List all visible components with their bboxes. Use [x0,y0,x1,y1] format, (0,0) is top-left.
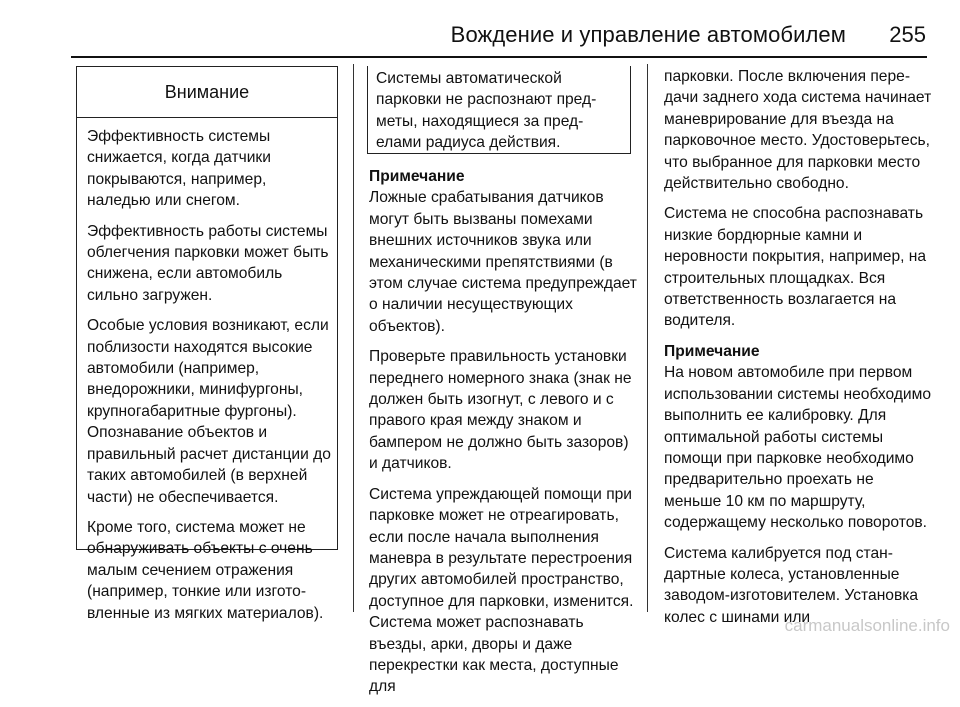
page-header [0,0,960,60]
page-title: Вождение и управление автомобилем [450,22,846,47]
warning-paragraph: Особые условия возникают, если поблизости находятся высокие автомобили (например, внедорожники, минифургоны, крупногабаритные фургоны). Опознавание объектов и правильный расчет дистанции до таких автомобилей (в верхней части) не обеспечивается. [87,317,331,506]
page-number: 255 [889,22,926,47]
body-paragraph: Проверьте правильность установки переднего номерного знака (знак не должен быть изогнут, с левого и с правого края между знаком и бампером не должно быть зазоров) и датчиков. [369,348,632,473]
warning-heading: Внимание [77,67,337,118]
note-title: Примечание [664,342,760,360]
warning-paragraph: Эффективность работы системы облегчения парковки может быть снижена, если автомобиль сильно загружен. [87,222,329,304]
body-paragraph: Система калибруется под стандартные колеса, установленные заводом-изготовителем. Установка колес с шинами или [664,544,919,626]
warning-paragraph: Кроме того, система может не обнаруживать объекты с очень малым сечением отражения (например, тонкие или изготовленные из мягких материалов). [87,518,324,622]
column-divider-right [647,64,648,612]
continued-warning-text: Системы автоматической парковки не распознают предметы, находящиеся за пределами радиуса действия. [376,70,597,152]
watermark: carmanualsonline.info [784,616,950,635]
body-paragraph: парковки. После включения передачи заднего хода система начинает маневрирование для въезда на парковочное место. Удостоверьтесь, что выбранное для парковки место действительно свободно. [664,68,932,193]
continued-warning-box [367,66,631,154]
middle-column [369,166,637,707]
warning-body [77,118,337,624]
header-rule [71,56,927,58]
note-text: Ложные срабатывания датчиков могут быть вызваны помехами внешних источников звука или механическими препятствиями (в этом случае система предупреждает о наличии несуществующих объектов). [369,189,637,335]
body-paragraph: Система не способна распознавать низкие бордюрные камни и неровности покрытия, например, на строительных площадках. Вся ответственность возлагается на водителя. [664,205,927,330]
column-divider-left [353,64,354,612]
warning-box [76,66,338,622]
note-text: На новом автомобиле при первом использовании системы необходимо выполнить ее калибровку. Для оптимальной работы системы помощи при парковке необходимо предварительно проехать не меньше 10 км по маршруту, содержащему несколько поворотов. [664,364,932,532]
note-block [369,166,637,337]
body-paragraph: Система упреждающей помощи при парковке может не отреагировать, если после начала выполнения маневра в результате перестроения других автомобилей пространство, доступное для парковки, изменится. Система может распознавать въезды, арки, дворы и даже перекрестки как места, доступные для [369,485,634,696]
warning-paragraph: Эффективность системы снижается, когда датчики покрываются, например, наледью или снегом. [87,128,271,210]
note-title: Примечание [369,168,465,185]
right-column [664,66,934,637]
note-block [664,341,934,534]
